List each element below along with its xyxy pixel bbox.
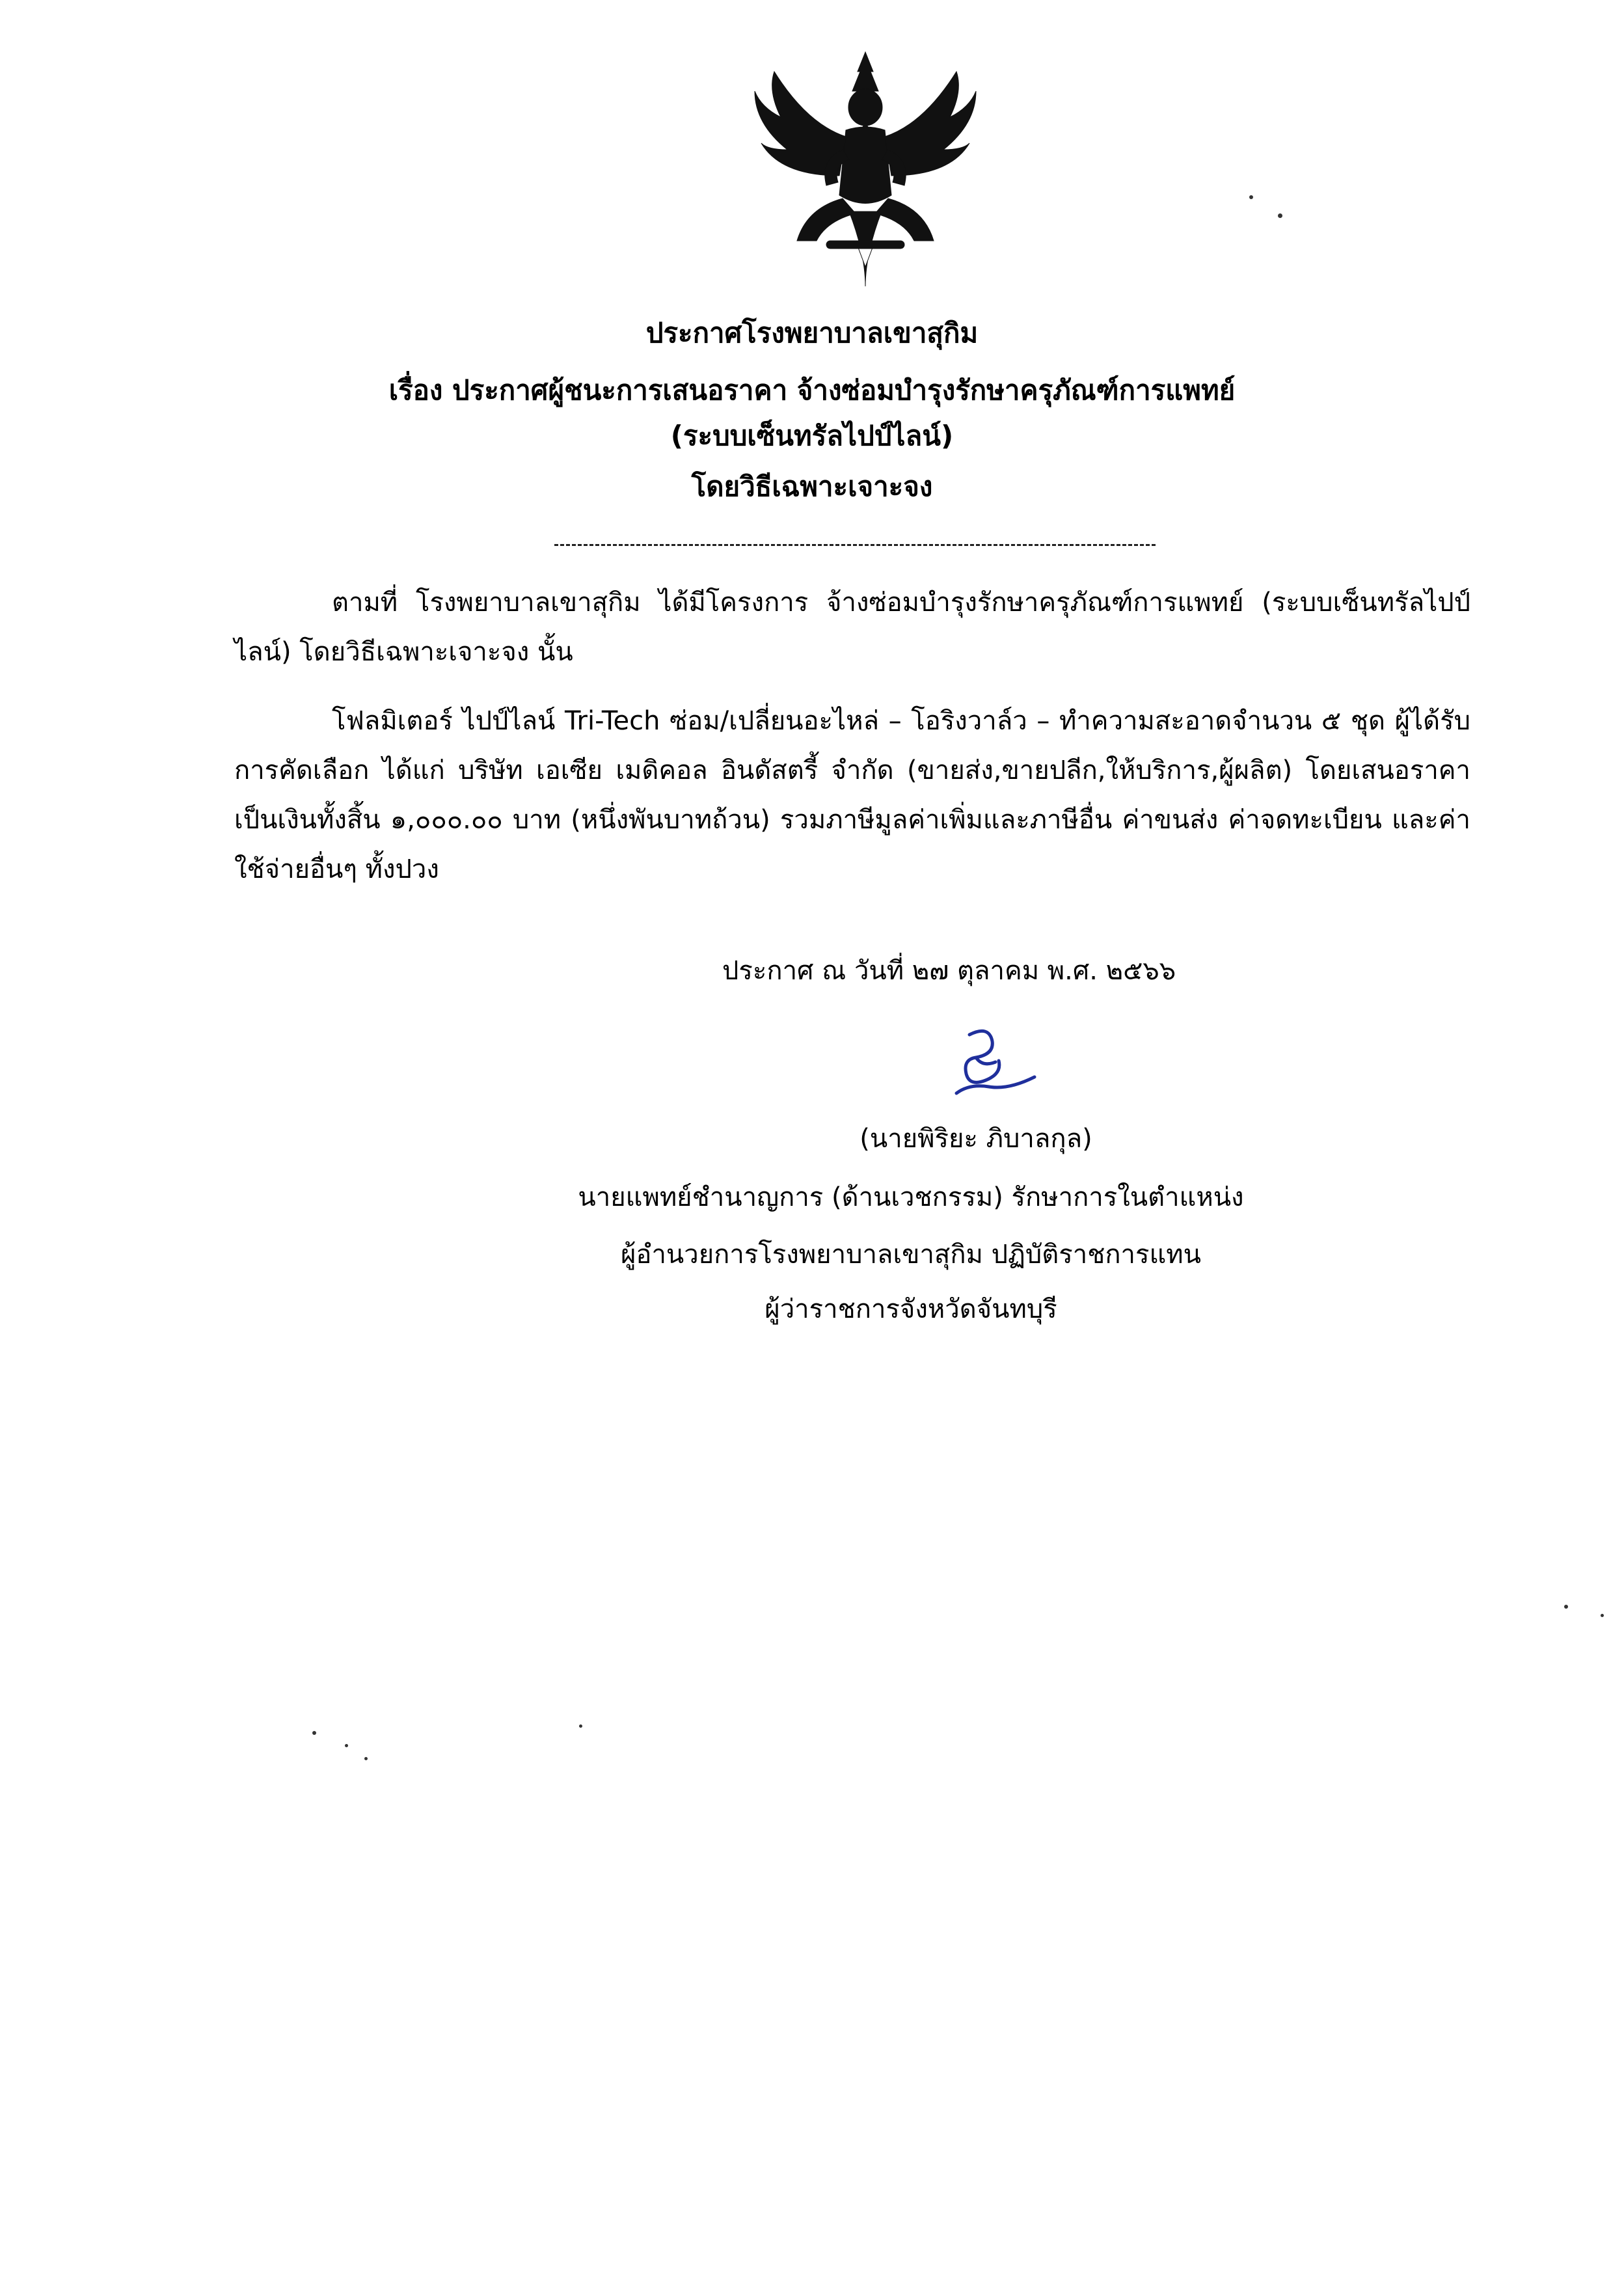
announcement-date: ประกาศ ณ วันที่ ๒๗ ตุลาคม พ.ศ. ๒๕๖๖ [722,956,1176,986]
body-paragraph-1 [234,578,1470,677]
scan-speck [1564,1605,1568,1609]
scan-speck [312,1731,316,1735]
announcement-subject: เรื่อง ประกาศผู้ชนะการเสนอราคา จ้างซ่อมบำรุงรักษาครุภัณฑ์การแพทย์ [388,374,1236,406]
scan-speck [364,1757,368,1760]
scan-speck [1601,1614,1604,1617]
signature-icon [930,1022,1048,1106]
signatory-title-3: ผู้ว่าราชการจังหวัดจันทบุรี [765,1294,1057,1324]
signatory-name: (นายพิริยะ ภิบาลกุล) [859,1124,1092,1154]
paragraph-1-text: ตามที่ โรงพยาบาลเขาสุกิม ได้มีโครงการ จ้างซ่อมบำรุงรักษาครุภัณฑ์การแพทย์ (ระบบเซ็นทรัลไปป์ไลน์) โดยวิธีเฉพาะเจาะจง นั้น [234,588,1470,667]
announcement-subject-system: (ระบบเซ็นทรัลไปป์ไลน์) [670,420,954,452]
announcement-title: ประกาศโรงพยาบาลเขาสุกิม [645,317,979,349]
body-paragraph-2 [234,696,1470,894]
scan-speck [345,1744,348,1747]
announcement-method: โดยวิธีเฉพาะเจาะจง [691,470,933,502]
scan-speck [1249,195,1253,199]
signatory-title-2: ผู้อำนวยการโรงพยาบาลเขาสุกิม ปฏิบัติราชการแทน [620,1240,1201,1270]
garuda-emblem-icon [735,46,995,293]
dashed-divider [554,544,1156,546]
scan-speck [1278,213,1282,218]
scan-speck [579,1724,582,1728]
signatory-title-1: นายแพทย์ชำนาญการ (ด้านเวชกรรม) รักษาการในตำแหน่ง [578,1182,1244,1212]
paragraph-2-text: โฟลมิเตอร์ ไปป์ไลน์ Tri-Tech ซ่อม/เปลี่ยนอะไหล่ – โอริงวาล์ว – ทำความสะอาดจำนวน ๕ ชุด ผู้ได้รับการคัดเลือก ได้แก่ บริษัท เอเซีย เมดิคอล อินดัสตรี้ จำกัด (ขายส่ง,ขายปลีก,ให้บริการ,ผู้ผลิต) โดยเสนอราคา เป็นเงินทั้งสิ้น ๑,๐๐๐.๐๐ บาท (หนึ่งพันบาทถ้วน) รวมภาษีมูลค่าเพิ่มและภาษีอื่น ค่าขนส่ง ค่าจดทะเบียน และค่าใช้จ่ายอื่นๆ ทั้งปวง [234,706,1470,884]
